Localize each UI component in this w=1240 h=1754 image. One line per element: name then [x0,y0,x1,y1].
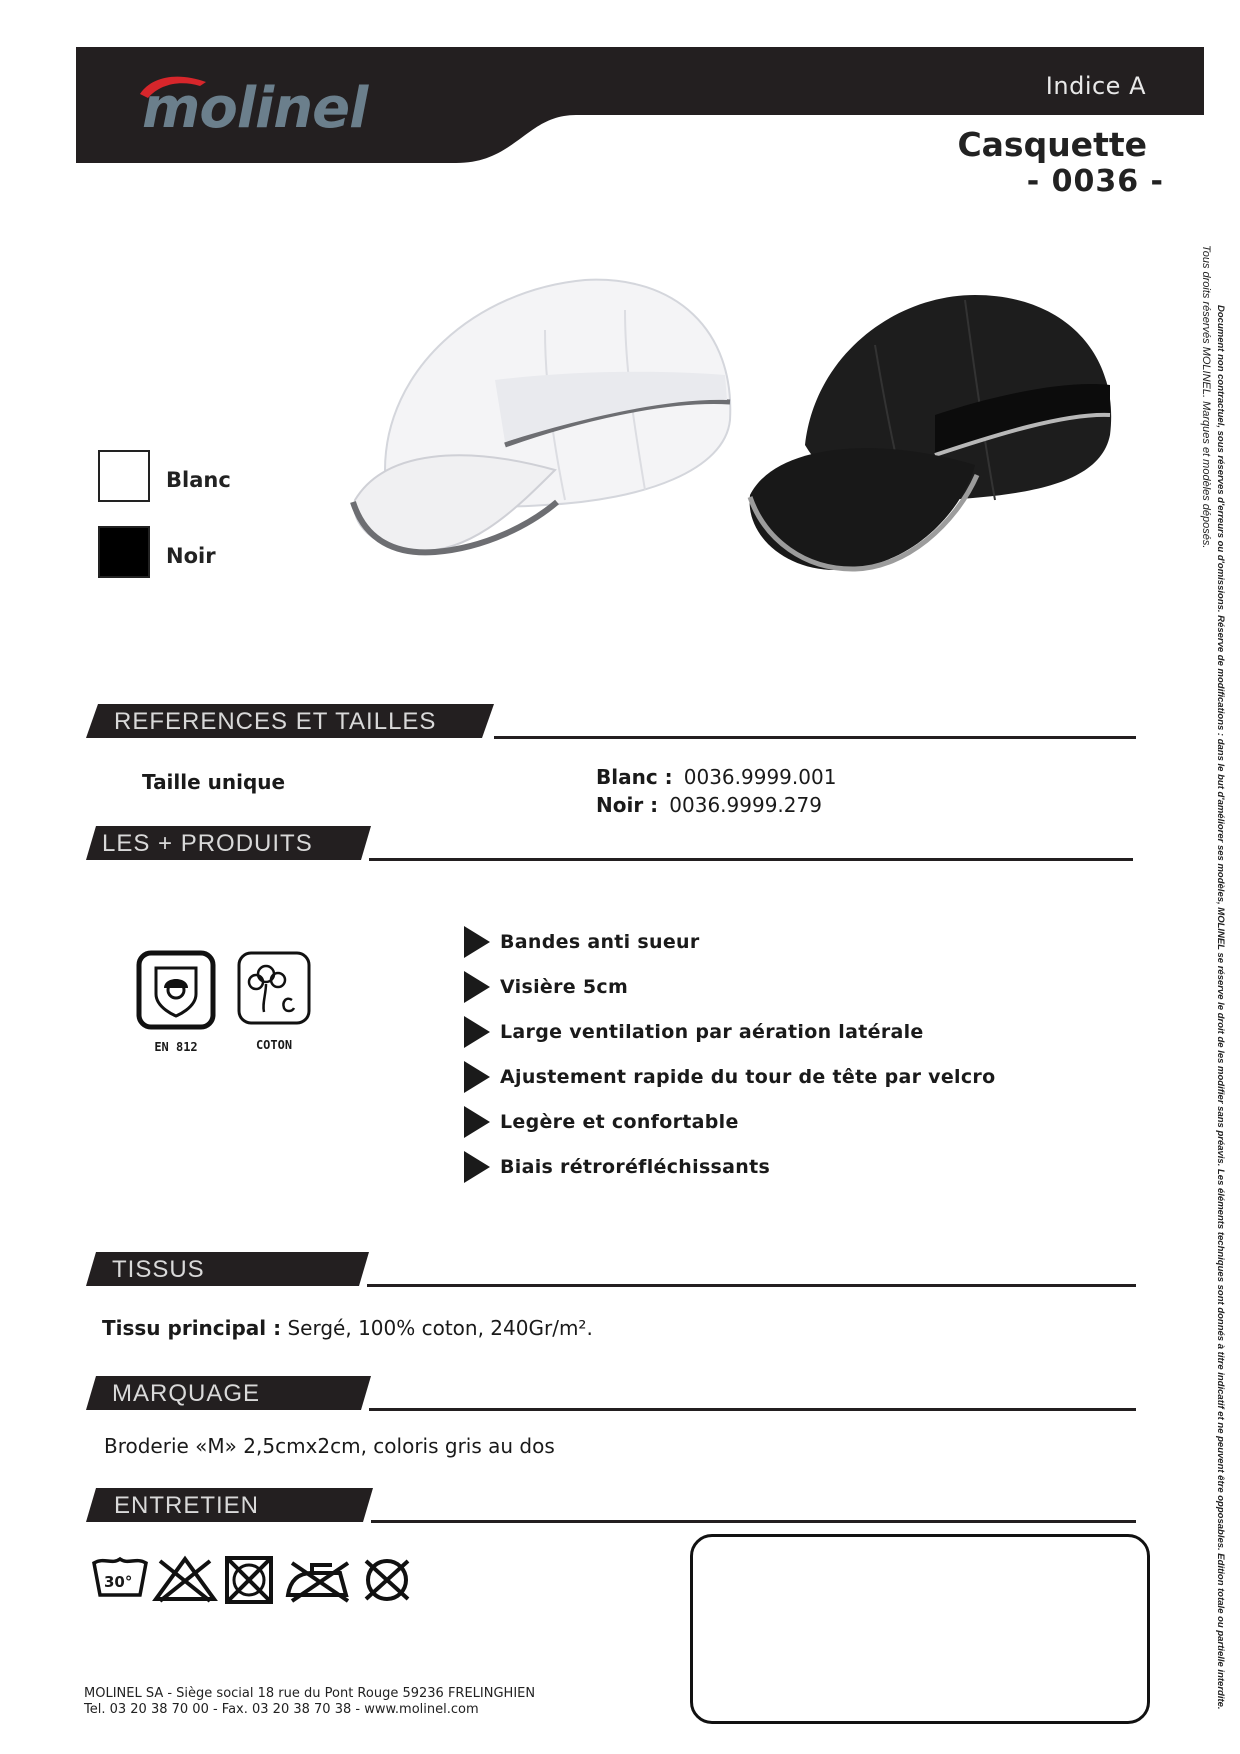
reference-color-label: Noir : [596,793,659,817]
brand-logo-text: molinel [142,76,368,141]
reference-row [596,765,836,793]
care-symbols [90,1555,420,1611]
size-label: Taille unique [142,770,286,794]
marking-description: Broderie «M» 2,5cmx2cm, coloris gris au dos [104,1434,555,1458]
disclaimer-notice: Document non contractuel, sous réserves d'erreurs ou d'omissions. Réserve de modifications : dans le but d'améliorer ses modèles, MOLINEL se réserve le droit de les modifier sans préavis. Les éléments techniques sont donnés à titre indicatif et ne peuvent être opposables. Edition totale ou partielle interdite. [1215,305,1226,1710]
product-image-black-cap [745,285,1115,585]
footer-contact: Tel. 03 20 38 70 00 - Fax. 03 20 38 70 38 - www.molinel.com [84,1702,479,1717]
certification-label: COTON [255,1038,293,1052]
revision-index: Indice A [1045,72,1146,100]
no-tumble-dry-icon [224,1555,274,1605]
reference-code: 0036.9999.279 [669,793,822,817]
arrow-right-icon [464,1151,490,1183]
product-name: Casquette [957,125,1147,164]
feature-list [464,927,995,1182]
arrow-right-icon [464,1061,490,1093]
wash-temp: 30° [104,1573,133,1591]
certification-en812 [136,950,216,1054]
arrow-right-icon [464,1016,490,1048]
swatch-white [98,450,150,502]
product-title [957,125,1164,199]
fabric-description [102,1316,593,1340]
certification-label: EN 812 [154,1040,198,1054]
footer-address: MOLINEL SA - Siège social 18 rue du Pont Rouge 59236 FRELINGHIEN [84,1686,536,1701]
reference-code: 0036.9999.001 [683,765,837,789]
section-title-marquage: MARQUAGE [112,1380,261,1407]
feature-item: Visière 5cm [464,972,995,1002]
no-dry-clean-icon [360,1555,414,1605]
feature-item: Legère et confortable [464,1107,995,1137]
reference-color-label: Blanc : [596,765,673,789]
certification-cotton [236,950,312,1052]
feature-item: Ajustement rapide du tour de tête par velcro [464,1062,995,1092]
company-footer [84,1686,535,1718]
arrow-right-icon [464,1106,490,1138]
reference-row [596,793,836,821]
no-bleach-icon [152,1555,218,1603]
product-code: - 0036 - [1026,164,1164,199]
fabric-value: Sergé, 100% coton, 240Gr/m². [281,1316,593,1340]
rights-notice: Tous droits réservés MOLINEL. Marques et modèles déposés. [1200,245,1212,549]
product-image-white-cap [345,270,735,570]
section-title-references: REFERENCES ET TAILLES [114,708,437,735]
reference-list [596,765,836,821]
notes-frame [690,1534,1150,1724]
swatch-label-white: Blanc [166,468,231,492]
arrow-right-icon [464,971,490,1003]
section-title-tissus: TISSUS [112,1256,205,1283]
feature-item: Biais rétroréfléchissants [464,1152,995,1182]
no-ironing-icon [282,1557,356,1605]
section-header-tissus [86,1252,1136,1292]
feature-item: Bandes anti sueur [464,927,995,957]
brand-logo [132,70,442,154]
feature-item: Large ventilation par aération latérale [464,1017,995,1047]
swatch-label-black: Noir [166,544,216,568]
en812-head-protection-icon [136,950,216,1030]
section-title-entretien: ENTRETIEN [114,1492,260,1519]
cotton-icon [236,950,312,1026]
swatch-black [98,526,150,578]
section-title-produits: LES + PRODUITS [102,830,313,857]
fabric-label: Tissu principal : [102,1316,282,1340]
arrow-right-icon [464,926,490,958]
